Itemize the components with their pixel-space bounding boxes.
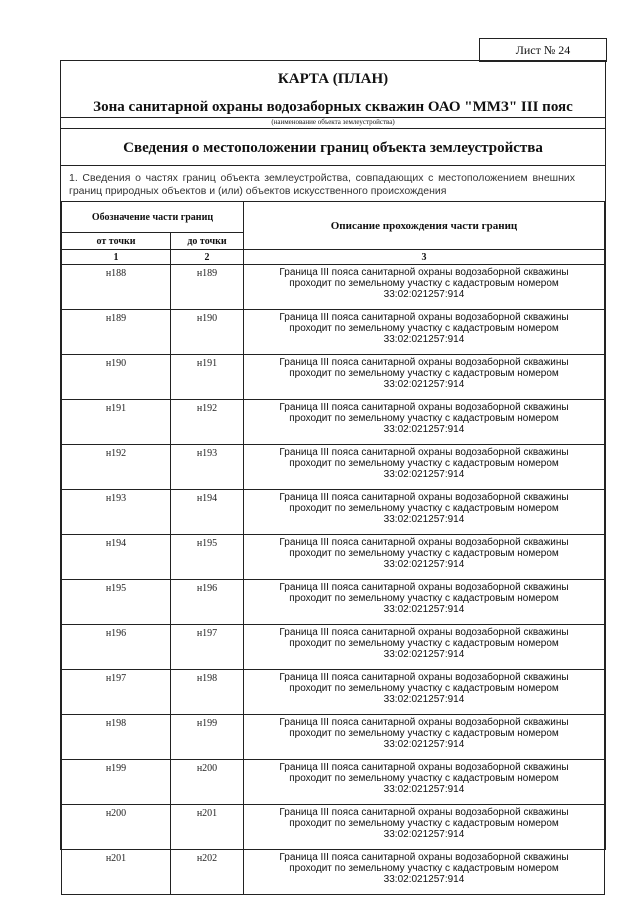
description-line: проходит по земельному участку с кадастровым номером bbox=[289, 818, 559, 829]
description-line: Граница III пояса санитарной охраны водозаборной скважины bbox=[279, 762, 569, 773]
boundary-description bbox=[244, 310, 605, 355]
object-caption: (наименование объекта землеустройства) bbox=[271, 118, 395, 126]
header-boundary-part: Обозначение части границ bbox=[62, 202, 244, 233]
to-point: н191 bbox=[171, 355, 244, 400]
from-point: н194 bbox=[62, 535, 171, 580]
description-line: проходит по земельному участку с кадастровым номером bbox=[289, 548, 559, 559]
from-point: н192 bbox=[62, 445, 171, 490]
description-line: Граница III пояса санитарной охраны водозаборной скважины bbox=[279, 582, 569, 593]
cadastral-number: 33:02:021257:914 bbox=[383, 334, 465, 345]
to-point: н199 bbox=[171, 715, 244, 760]
boundary-description bbox=[244, 490, 605, 535]
table-row bbox=[62, 535, 605, 580]
boundary-description bbox=[244, 805, 605, 850]
boundary-description bbox=[244, 535, 605, 580]
description-line: Граница III пояса санитарной охраны водозаборной скважины bbox=[279, 852, 569, 863]
from-point: н190 bbox=[62, 355, 171, 400]
from-point: н197 bbox=[62, 670, 171, 715]
description-line: Граница III пояса санитарной охраны водозаборной скважины bbox=[279, 627, 569, 638]
boundary-table bbox=[61, 201, 605, 895]
cadastral-number: 33:02:021257:914 bbox=[383, 739, 465, 750]
sheet-number: Лист № 24 bbox=[479, 38, 607, 62]
section-title: Сведения о местоположении границ объекта землеустройства bbox=[123, 140, 543, 156]
description-line: проходит по земельному участку с кадастровым номером bbox=[289, 863, 559, 874]
boundary-description bbox=[244, 580, 605, 625]
to-point: н198 bbox=[171, 670, 244, 715]
description-line: Граница III пояса санитарной охраны водозаборной скважины bbox=[279, 672, 569, 683]
from-point: н188 bbox=[62, 265, 171, 310]
from-point: н195 bbox=[62, 580, 171, 625]
table-row bbox=[62, 580, 605, 625]
boundary-description bbox=[244, 400, 605, 445]
to-point: н197 bbox=[171, 625, 244, 670]
description-line: проходит по земельному участку с кадастровым номером bbox=[289, 683, 559, 694]
boundary-description bbox=[244, 760, 605, 805]
description-line: проходит по земельному участку с кадастровым номером bbox=[289, 458, 559, 469]
cadastral-number: 33:02:021257:914 bbox=[383, 514, 465, 525]
table-row bbox=[62, 715, 605, 760]
cadastral-number: 33:02:021257:914 bbox=[383, 424, 465, 435]
to-point: н196 bbox=[171, 580, 244, 625]
to-point: н189 bbox=[171, 265, 244, 310]
boundary-description bbox=[244, 625, 605, 670]
description-line: Граница III пояса санитарной охраны водозаборной скважины bbox=[279, 492, 569, 503]
table-row bbox=[62, 805, 605, 850]
column-number: 1 bbox=[62, 250, 171, 265]
header-from-point: от точки bbox=[62, 233, 171, 250]
table-row bbox=[62, 355, 605, 400]
description-line: проходит по земельному участку с кадастровым номером bbox=[289, 773, 559, 784]
header-description: Описание прохождения части границ bbox=[244, 202, 605, 250]
boundary-description bbox=[244, 715, 605, 760]
cadastral-number: 33:02:021257:914 bbox=[383, 874, 465, 885]
cadastral-number: 33:02:021257:914 bbox=[383, 829, 465, 840]
cadastral-number: 33:02:021257:914 bbox=[383, 649, 465, 660]
from-point: н200 bbox=[62, 805, 171, 850]
from-point: н193 bbox=[62, 490, 171, 535]
divider bbox=[61, 165, 605, 166]
description-line: проходит по земельному участку с кадастровым номером bbox=[289, 593, 559, 604]
cadastral-number: 33:02:021257:914 bbox=[383, 289, 465, 300]
page-title: КАРТА (ПЛАН) bbox=[277, 71, 389, 87]
to-point: н192 bbox=[171, 400, 244, 445]
description-line: проходит по земельному участку с кадастровым номером bbox=[289, 503, 559, 514]
table-row bbox=[62, 265, 605, 310]
description-line: проходит по земельному участку с кадастровым номером bbox=[289, 278, 559, 289]
cadastral-number: 33:02:021257:914 bbox=[383, 784, 465, 795]
from-point: н199 bbox=[62, 760, 171, 805]
table-row bbox=[62, 310, 605, 355]
cadastral-number: 33:02:021257:914 bbox=[383, 379, 465, 390]
from-point: н198 bbox=[62, 715, 171, 760]
description-line: проходит по земельному участку с кадастровым номером bbox=[289, 323, 559, 334]
from-point: н189 bbox=[62, 310, 171, 355]
description-line: проходит по земельному участку с кадастровым номером bbox=[289, 413, 559, 424]
cadastral-number: 33:02:021257:914 bbox=[383, 694, 465, 705]
description-line: Граница III пояса санитарной охраны водозаборной скважины bbox=[279, 357, 569, 368]
boundary-description bbox=[244, 265, 605, 310]
to-point: н190 bbox=[171, 310, 244, 355]
description-line: проходит по земельному участку с кадастровым номером bbox=[289, 368, 559, 379]
boundary-description bbox=[244, 445, 605, 490]
to-point: н200 bbox=[171, 760, 244, 805]
description-line: Граница III пояса санитарной охраны водозаборной скважины bbox=[279, 537, 569, 548]
header-to-point: до точки bbox=[171, 233, 244, 250]
table-row bbox=[62, 625, 605, 670]
column-number: 2 bbox=[171, 250, 244, 265]
divider bbox=[61, 128, 605, 129]
description-line: Граница III пояса санитарной охраны водозаборной скважины bbox=[279, 402, 569, 413]
column-number: 3 bbox=[244, 250, 605, 265]
description-line: проходит по земельному участку с кадастровым номером bbox=[289, 728, 559, 739]
object-name: Зона санитарной охраны водозаборных скважин ОАО "ММЗ" III пояс bbox=[93, 99, 573, 115]
table-row bbox=[62, 670, 605, 715]
section-note: 1. Сведения о частях границ объекта землеустройства, совпадающих с местоположением внешних границ природных объектов и (или) объектов искусственного происхождения bbox=[69, 172, 575, 197]
to-point: н193 bbox=[171, 445, 244, 490]
description-line: Граница III пояса санитарной охраны водозаборной скважины bbox=[279, 447, 569, 458]
table-row bbox=[62, 850, 605, 895]
table-row bbox=[62, 445, 605, 490]
boundary-description bbox=[244, 850, 605, 895]
from-point: н191 bbox=[62, 400, 171, 445]
from-point: н201 bbox=[62, 850, 171, 895]
to-point: н194 bbox=[171, 490, 244, 535]
description-line: Граница III пояса санитарной охраны водозаборной скважины bbox=[279, 267, 569, 278]
to-point: н201 bbox=[171, 805, 244, 850]
from-point: н196 bbox=[62, 625, 171, 670]
description-line: Граница III пояса санитарной охраны водозаборной скважины bbox=[279, 717, 569, 728]
table-row bbox=[62, 490, 605, 535]
cadastral-number: 33:02:021257:914 bbox=[383, 559, 465, 570]
description-line: Граница III пояса санитарной охраны водозаборной скважины bbox=[279, 807, 569, 818]
table-row bbox=[62, 760, 605, 805]
boundary-description bbox=[244, 355, 605, 400]
to-point: н202 bbox=[171, 850, 244, 895]
description-line: Граница III пояса санитарной охраны водозаборной скважины bbox=[279, 312, 569, 323]
table-row bbox=[62, 400, 605, 445]
cadastral-number: 33:02:021257:914 bbox=[383, 469, 465, 480]
to-point: н195 bbox=[171, 535, 244, 580]
description-line: проходит по земельному участку с кадастровым номером bbox=[289, 638, 559, 649]
document-frame bbox=[60, 60, 606, 885]
boundary-description bbox=[244, 670, 605, 715]
cadastral-number: 33:02:021257:914 bbox=[383, 604, 465, 615]
